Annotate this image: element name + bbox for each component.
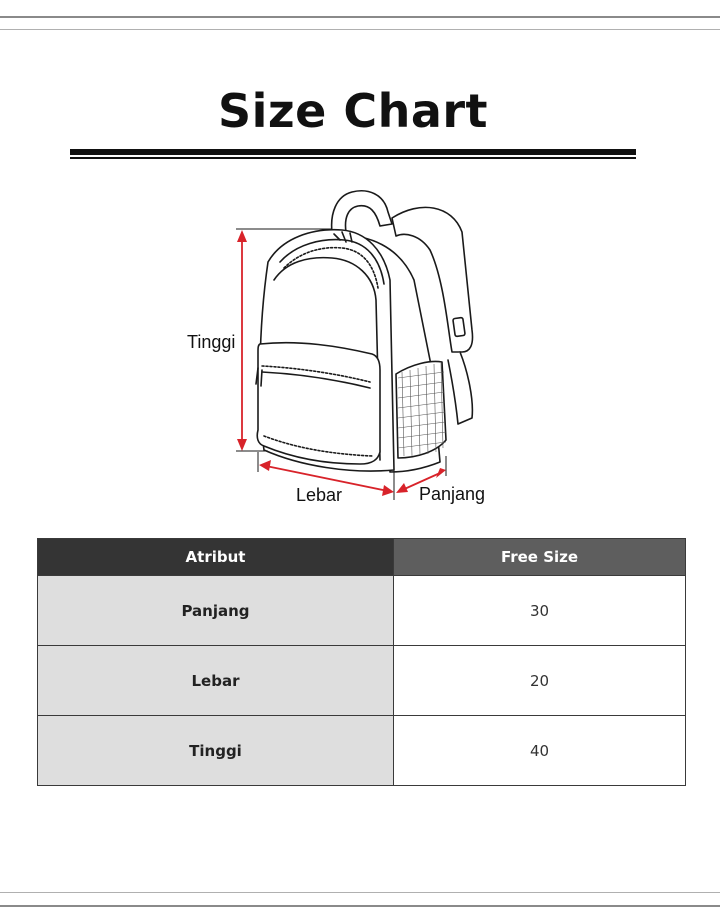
size-table <box>37 538 686 786</box>
table-row <box>38 716 686 786</box>
value-cell: 20 <box>394 646 686 716</box>
depth-label: Panjang <box>419 484 486 504</box>
attribute-cell: Tinggi <box>38 716 394 786</box>
table-row <box>38 646 686 716</box>
value-cell: 40 <box>394 716 686 786</box>
header-attribute: Atribut <box>38 539 394 576</box>
page-title: Size Chart <box>217 84 489 138</box>
header-free-size: Free Size <box>394 539 686 576</box>
width-label: Lebar <box>296 485 343 505</box>
front-pocket <box>257 343 380 464</box>
table-row <box>38 576 686 646</box>
attribute-cell: Panjang <box>38 576 394 646</box>
table-header-row <box>38 539 686 576</box>
top-handle <box>332 191 392 232</box>
value-cell: 30 <box>394 576 686 646</box>
height-label: Tinggi <box>187 332 236 352</box>
attribute-cell: Lebar <box>38 646 394 716</box>
